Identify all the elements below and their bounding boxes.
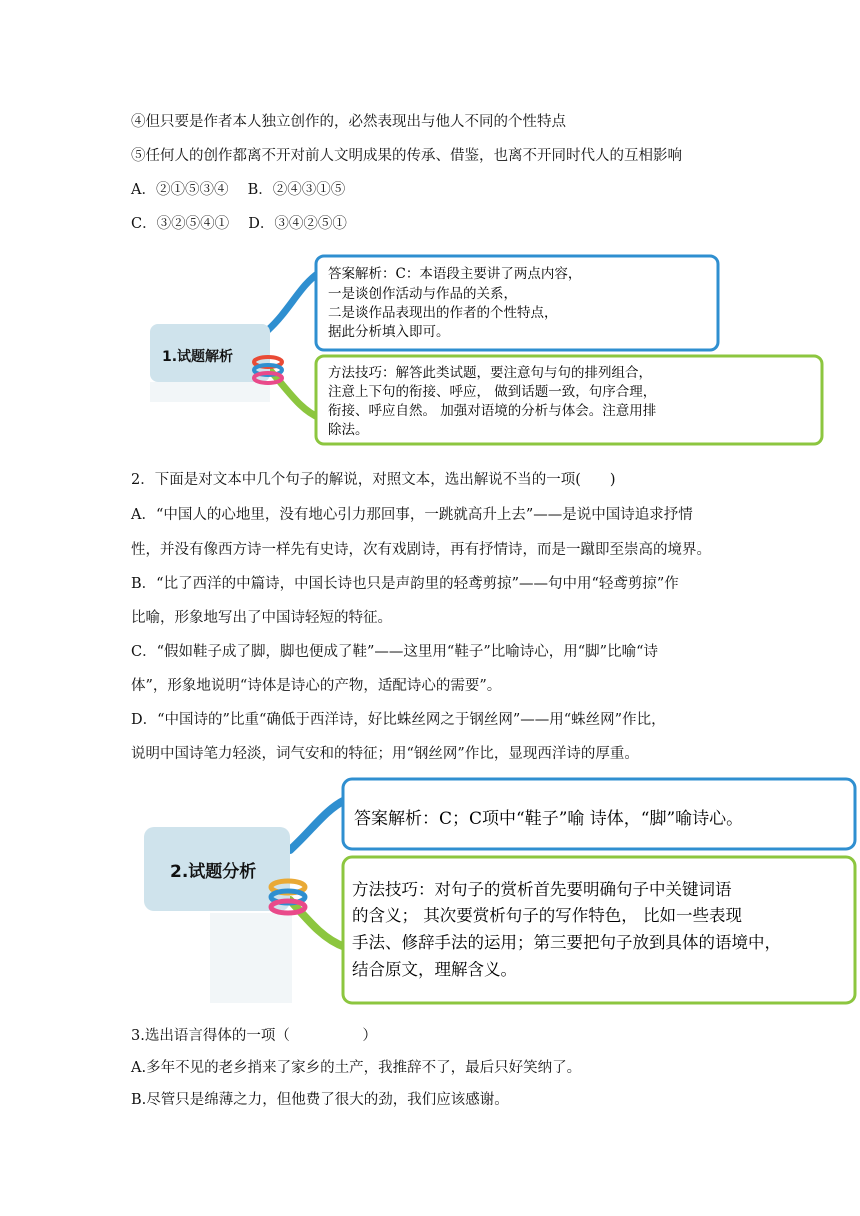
q1-choices-cd: C．③②⑤④① D．③④②⑤①: [131, 216, 347, 232]
q2-stem: 2．下面是对文本中几个句子的解说，对照文本，选出解说不当的一项( ): [131, 472, 616, 488]
badge-1-label: 1.试题解析: [162, 349, 234, 365]
badge-2-label: 2.试题分析: [170, 862, 257, 882]
answer-text-1: 答案解析：C：本语段主要讲了两点内容， 一是谈创作活动与作品的关系， 二是谈作品表现出的作者的个性特点， 据此分析填入即可。: [328, 266, 582, 340]
q1-option-5: ⑤任何人的创作都离不开对前人文明成果的传承、借鉴，也离不开同时代人的互相影响: [131, 148, 682, 164]
q2-option-b-line1: B．“比了西洋的中篇诗，中国长诗也只是声韵里的轻鸢剪掠”——句中用“轻鸢剪掠”作: [131, 576, 679, 592]
method-text-1: 方法技巧：解答此类试题，要注意句与句的排列组合， 注意上下句的衔接、呼应， 做到话题一致，句序合理， 衔接、呼应自然。 加强对语境的分析与体会。注意用排 除法。: [328, 365, 657, 438]
q2-option-c-line2: 体”，形象地说明“诗体是诗心的产物，适配诗心的需要”。: [131, 678, 502, 694]
q3-option-a: A.多年不见的老乡捎来了家乡的土产，我推辞不了，最后只好笑纳了。: [131, 1060, 582, 1076]
q1-option-4: ④但只要是作者本人独立创作的，必然表现出与他人不同的个性特点: [131, 114, 566, 130]
q3-option-b: B.尽管只是绵薄之力，但他费了很大的劲，我们应该感谢。: [131, 1092, 509, 1108]
q2-option-b-line2: 比喻，形象地写出了中国诗轻短的特征。: [131, 610, 392, 626]
q2-option-a-line1: A．“中国人的心地里，没有地心引力那回事，一跳就高升上去”——是说中国诗追求抒情: [131, 507, 693, 523]
q2-option-c-line1: C．“假如鞋子成了脚，脚也便成了鞋”——这里用“鞋子”比喻诗心，用“脚”比喻“诗: [131, 644, 658, 660]
analysis-diagram-1: [140, 250, 830, 450]
q2-option-d-line1: D．“中国诗的”比重“确低于西洋诗，好比蛛丝网之于钢丝网”——用“蛛丝网”作比，: [131, 712, 666, 728]
q2-option-d-line2: 说明中国诗笔力轻淡，词气安和的特征；用“钢丝网”作比，显现西洋诗的厚重。: [131, 746, 639, 762]
q3-stem: 3.选出语言得体的一项（ ）: [131, 1028, 377, 1044]
q2-option-a-line2: 性，并没有像西方诗一样先有史诗，次有戏剧诗，再有抒情诗，而是一蹴即至崇高的境界。: [131, 542, 711, 558]
method-text-2: 方法技巧：对句子的赏析首先要明确句子中关键词语 的含义； 其次要赏析句子的写作特色， 比如一些表现 手法、修辞手法的运用；第三要把句子放到具体的语境中， 结合原文，理解含义。: [352, 880, 781, 979]
analysis-diagram-2: [140, 775, 860, 1010]
q1-choices-ab: A．②①⑤③④ B．②④③①⑤: [131, 182, 346, 198]
method-box-2: [343, 857, 855, 1003]
answer-text-2: 答案解析：C；C项中“鞋子”喻 诗体，“脚”喻诗心。: [354, 809, 744, 829]
